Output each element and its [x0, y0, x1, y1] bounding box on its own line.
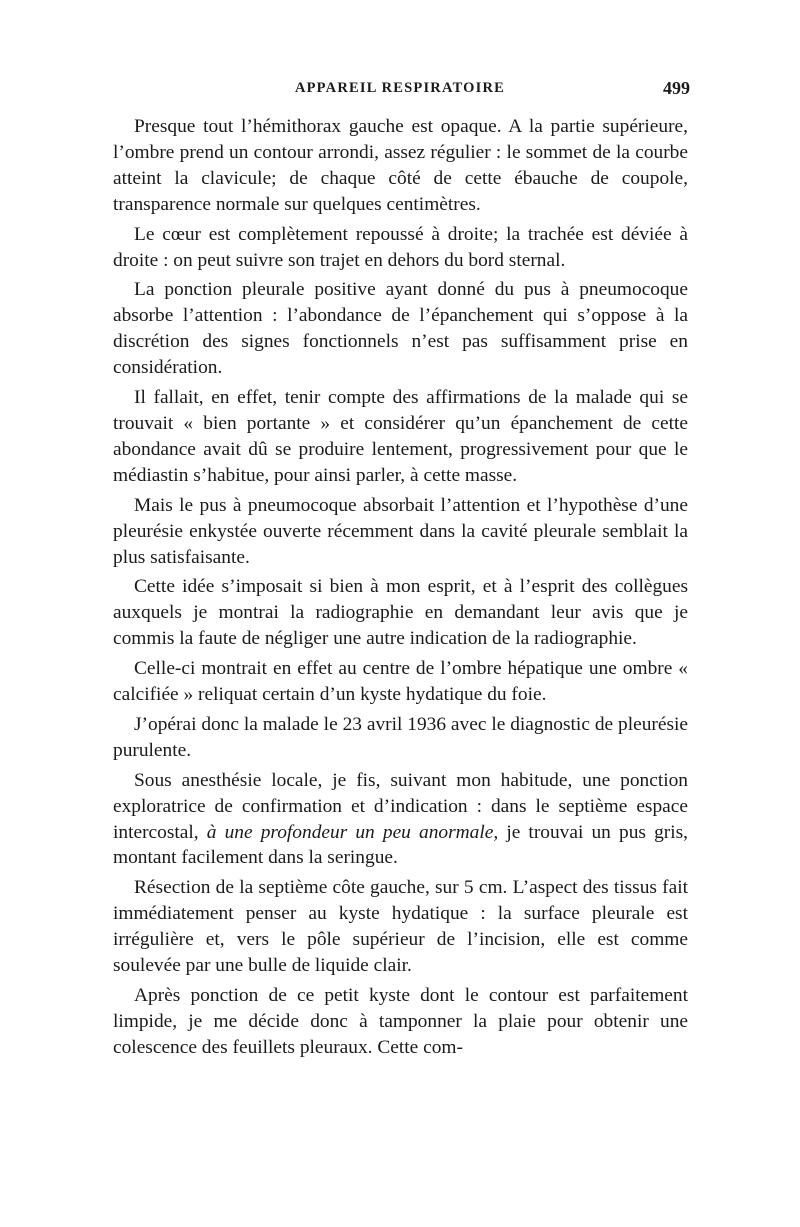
paragraph: J’opérai donc la malade le 23 avril 1936 avec le diagnostic de pleurésie purulente.	[113, 713, 688, 761]
paragraph: Résection de la septième côte gauche, sur 5 cm. L’aspect des tissus fait immédiatement penser au kyste hydatique : la surface pleurale est irrégulière et, vers le pôle supérieur de l’incision, elle est comme soulevée par une bulle de liquide clair.	[113, 877, 688, 977]
paragraph	[113, 768, 688, 872]
body-text	[113, 114, 688, 1061]
page-number: 499	[663, 78, 690, 98]
italic-phrase: à une profondeur un peu anormale,	[206, 821, 499, 843]
paragraph-text: je trouvai un pus gris, montant facilement dans la seringue.	[113, 821, 689, 869]
paragraph: Il fallait, en effet, tenir compte des affirmations de la malade qui se trouvait « bien portante » et considérer qu’un épanchement de cette abondance avait dû se produire lentement, progressivement pour que le médiastin s’habitue, pour ainsi parler, à cette masse.	[113, 387, 688, 486]
paragraph: Cette idée s’imposait si bien à mon esprit, et à l’esprit des collègues auxquels je montrai la radiographie en demandant leur avis que je commis la faute de négliger une autre indication de la radiographie.	[113, 576, 688, 650]
paragraph: Mais le pus à pneumocoque absorbait l’attention et l’hypothèse d’une pleurésie enkystée ouverte récemment dans la cavité pleurale semblait la plus satisfaisante.	[113, 494, 688, 568]
running-header	[110, 80, 690, 104]
paragraph: Après ponction de ce petit kyste dont le contour est parfaitement limpide, je me décide donc à tamponner la plaie pour obtenir une colescence des feuillets pleuraux. Cette com-	[113, 985, 688, 1058]
paragraph: Presque tout l’hémithorax gauche est opaque. A la partie supérieure, l’ombre prend un contour arrondi, assez régulier : le sommet de la courbe atteint la clavicule; de chaque côté de cette ébauche de coupole, transparence normale sur quelques centimètres.	[113, 116, 688, 215]
running-title: APPAREIL RESPIRATOIRE	[294, 80, 506, 96]
paragraph: Celle-ci montrait en effet au centre de l’ombre hépatique une ombre « calcifiée » reliquat certain d’un kyste hydatique du foie.	[113, 658, 688, 706]
paragraph: Le cœur est complètement repoussé à droite; la trachée est déviée à droite : on peut suivre son trajet en dehors du bord sternal.	[113, 223, 688, 271]
paragraph: La ponction pleurale positive ayant donné du pus à pneumocoque absorbe l’attention : l’abondance de l’épanchement qui s’oppose à la discrétion des signes fonctionnels n’est pas suffisamment prise en considération.	[113, 279, 688, 379]
paragraph-text: Sous anesthésie locale, je fis, suivant mon habitude, une ponction exploratrice de confirmation et d’indication : dans le septième espace intercostal,	[113, 769, 688, 843]
